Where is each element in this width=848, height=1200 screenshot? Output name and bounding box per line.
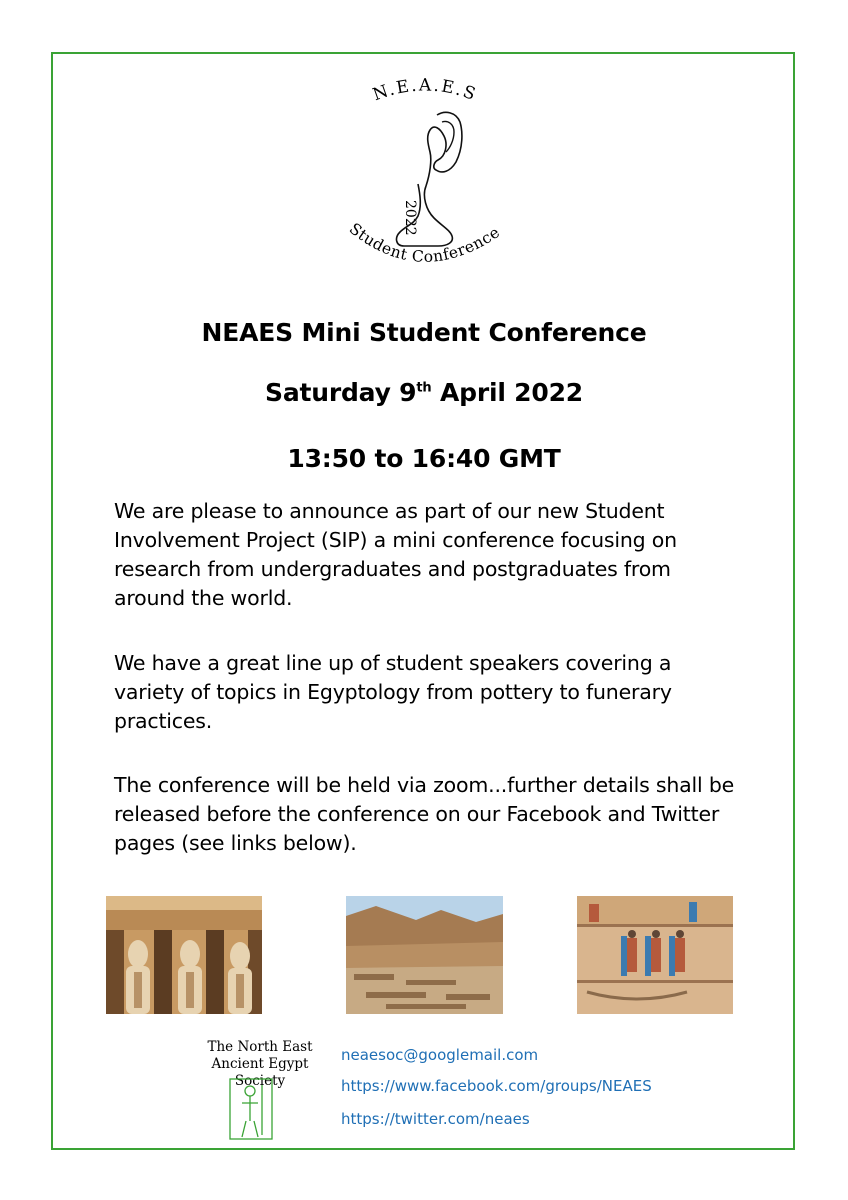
logo-bottom-text: Student Conference bbox=[345, 219, 504, 266]
conference-logo bbox=[330, 78, 520, 300]
event-title: NEAES Mini Student Conference bbox=[201, 318, 647, 347]
society-line2: Ancient Egypt Society bbox=[211, 1056, 309, 1089]
zoom-paragraph: The conference will be held via zoom...further details shall be released before the conference on our Facebook and Twitter pages (see links below). bbox=[114, 773, 735, 855]
email-link[interactable]: neaesoc@googlemail.com bbox=[341, 1046, 539, 1064]
facebook-link[interactable]: https://www.facebook.com/groups/NEAES bbox=[341, 1077, 652, 1095]
event-date bbox=[0, 378, 848, 407]
logo-year-text: 2022 bbox=[402, 200, 418, 236]
date-ordinal: th bbox=[416, 380, 432, 396]
logo-top-text: N.E.A.E.S bbox=[370, 78, 480, 106]
temple-statues-photo bbox=[106, 896, 262, 1014]
twitter-link[interactable]: https://twitter.com/neaes bbox=[341, 1110, 530, 1128]
society-line1: The North East bbox=[207, 1039, 313, 1055]
date-weekday: Saturday 9 bbox=[265, 378, 417, 407]
intro-paragraph: We are please to announce as part of our new Student Involvement Project (SIP) a mini conference focusing on research from undergraduates and postgraduates from around the world. bbox=[114, 499, 677, 610]
date-rest: April 2022 bbox=[431, 378, 583, 407]
event-time: 13:50 to 16:40 GMT bbox=[287, 444, 561, 473]
excavation-site-photo bbox=[346, 896, 503, 1014]
speakers-paragraph: We have a great line up of student speakers covering a variety of topics in Egyptology from pottery to funerary practices. bbox=[114, 651, 672, 733]
tomb-relief-photo bbox=[577, 896, 733, 1014]
society-logo-icon bbox=[226, 1075, 276, 1143]
